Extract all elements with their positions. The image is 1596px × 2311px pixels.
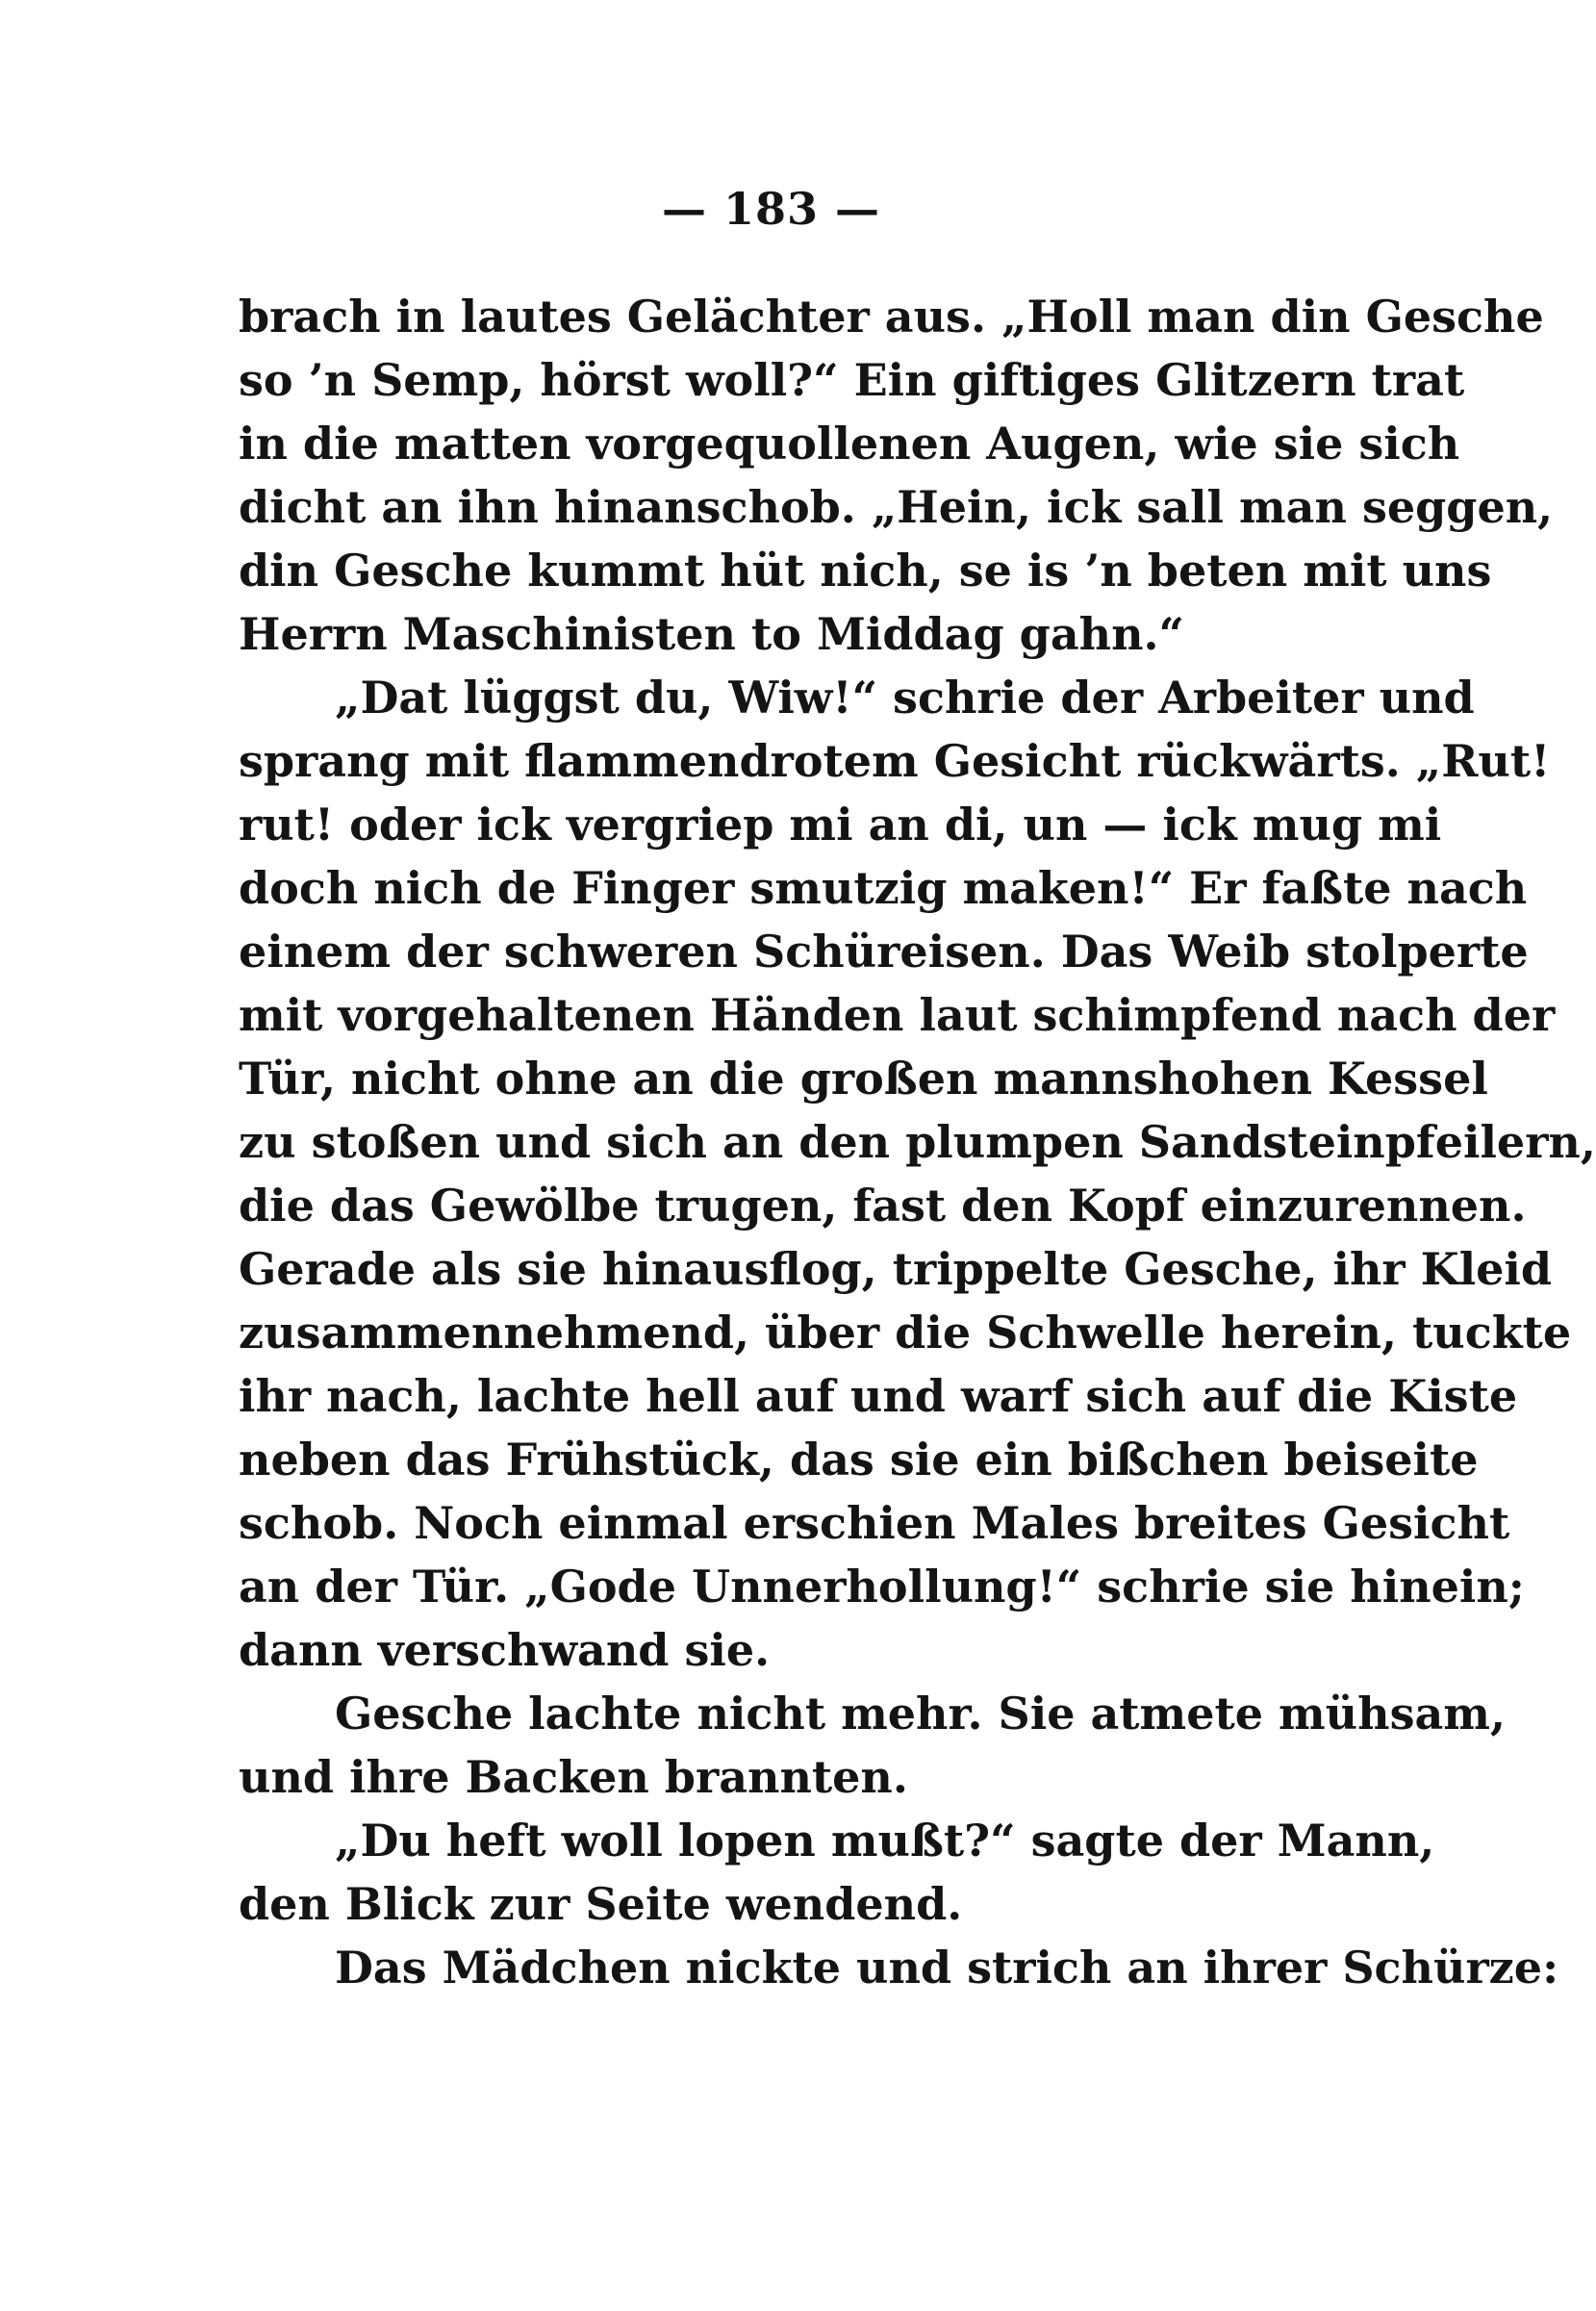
- text-line: rut! oder ick vergriep mi an di, un — ick mug mi: [239, 799, 1442, 851]
- text-line: „Du heft woll lopen mußt?“ sagte der Mann,: [335, 1815, 1435, 1867]
- text-line: doch nich de Finger smutzig maken!“ Er faßte nach: [239, 862, 1528, 914]
- text-line: den Blick zur Seite wendend.: [239, 1878, 963, 1930]
- text-line: dicht an ihn hinanschob. „Hein, ick sall man seggen,: [239, 481, 1554, 533]
- text-line: Tür, nicht ohne an die großen mannshohen Kessel: [239, 1053, 1488, 1105]
- text-line: die das Gewölbe trugen, fast den Kopf einzurennen.: [239, 1180, 1527, 1232]
- text-line: ihr nach, lachte hell auf und warf sich auf die Kiste: [239, 1370, 1518, 1422]
- text-line: Herrn Maschinisten to Middag gahn.“: [239, 608, 1184, 660]
- text-line: „Dat lüggst du, Wiw!“ schrie der Arbeiter und: [335, 672, 1475, 724]
- text-line: neben das Frühstück, das sie ein bißchen beiseite: [239, 1434, 1479, 1486]
- text-line: Gerade als sie hinausflog, trippelte Gesche, ihr Kleid: [239, 1243, 1552, 1295]
- text-line: zu stoßen und sich an den plumpen Sandsteinpfeilern,: [239, 1116, 1596, 1168]
- text-line: Das Mädchen nickte und strich an ihrer Schürze:: [335, 1942, 1559, 1994]
- text-line: Gesche lachte nicht mehr. Sie atmete mühsam,: [335, 1688, 1506, 1740]
- text-line: brach in lautes Gelächter aus. „Holl man din Gesche: [239, 291, 1544, 343]
- body-text: [239, 285, 1596, 1999]
- text-line: und ihre Backen brannten.: [239, 1751, 908, 1803]
- text-line: an der Tür. „Gode Unnerhollung!“ schrie sie hinein;: [239, 1561, 1525, 1613]
- text-line: in die matten vorgequollenen Augen, wie sie sich: [239, 418, 1460, 470]
- text-line: so ’n Semp, hörst woll?“ Ein giftiges Glitzern trat: [239, 354, 1465, 406]
- text-line: schob. Noch einmal erschien Males breites Gesicht: [239, 1497, 1510, 1549]
- text-line: zusammennehmend, über die Schwelle herein, tuckte: [239, 1307, 1572, 1359]
- text-line: dann verschwand sie.: [239, 1624, 771, 1676]
- text-line: einem der schweren Schüreisen. Das Weib stolperte: [239, 926, 1529, 978]
- text-line: mit vorgehaltenen Händen laut schimpfend nach der: [239, 989, 1556, 1041]
- text-line: sprang mit flammendrotem Gesicht rückwärts. „Rut!: [239, 735, 1551, 787]
- page-number: — 183 —: [661, 183, 881, 235]
- text-line: din Gesche kummt hüt nich, se is ’n beten mit uns: [239, 545, 1492, 597]
